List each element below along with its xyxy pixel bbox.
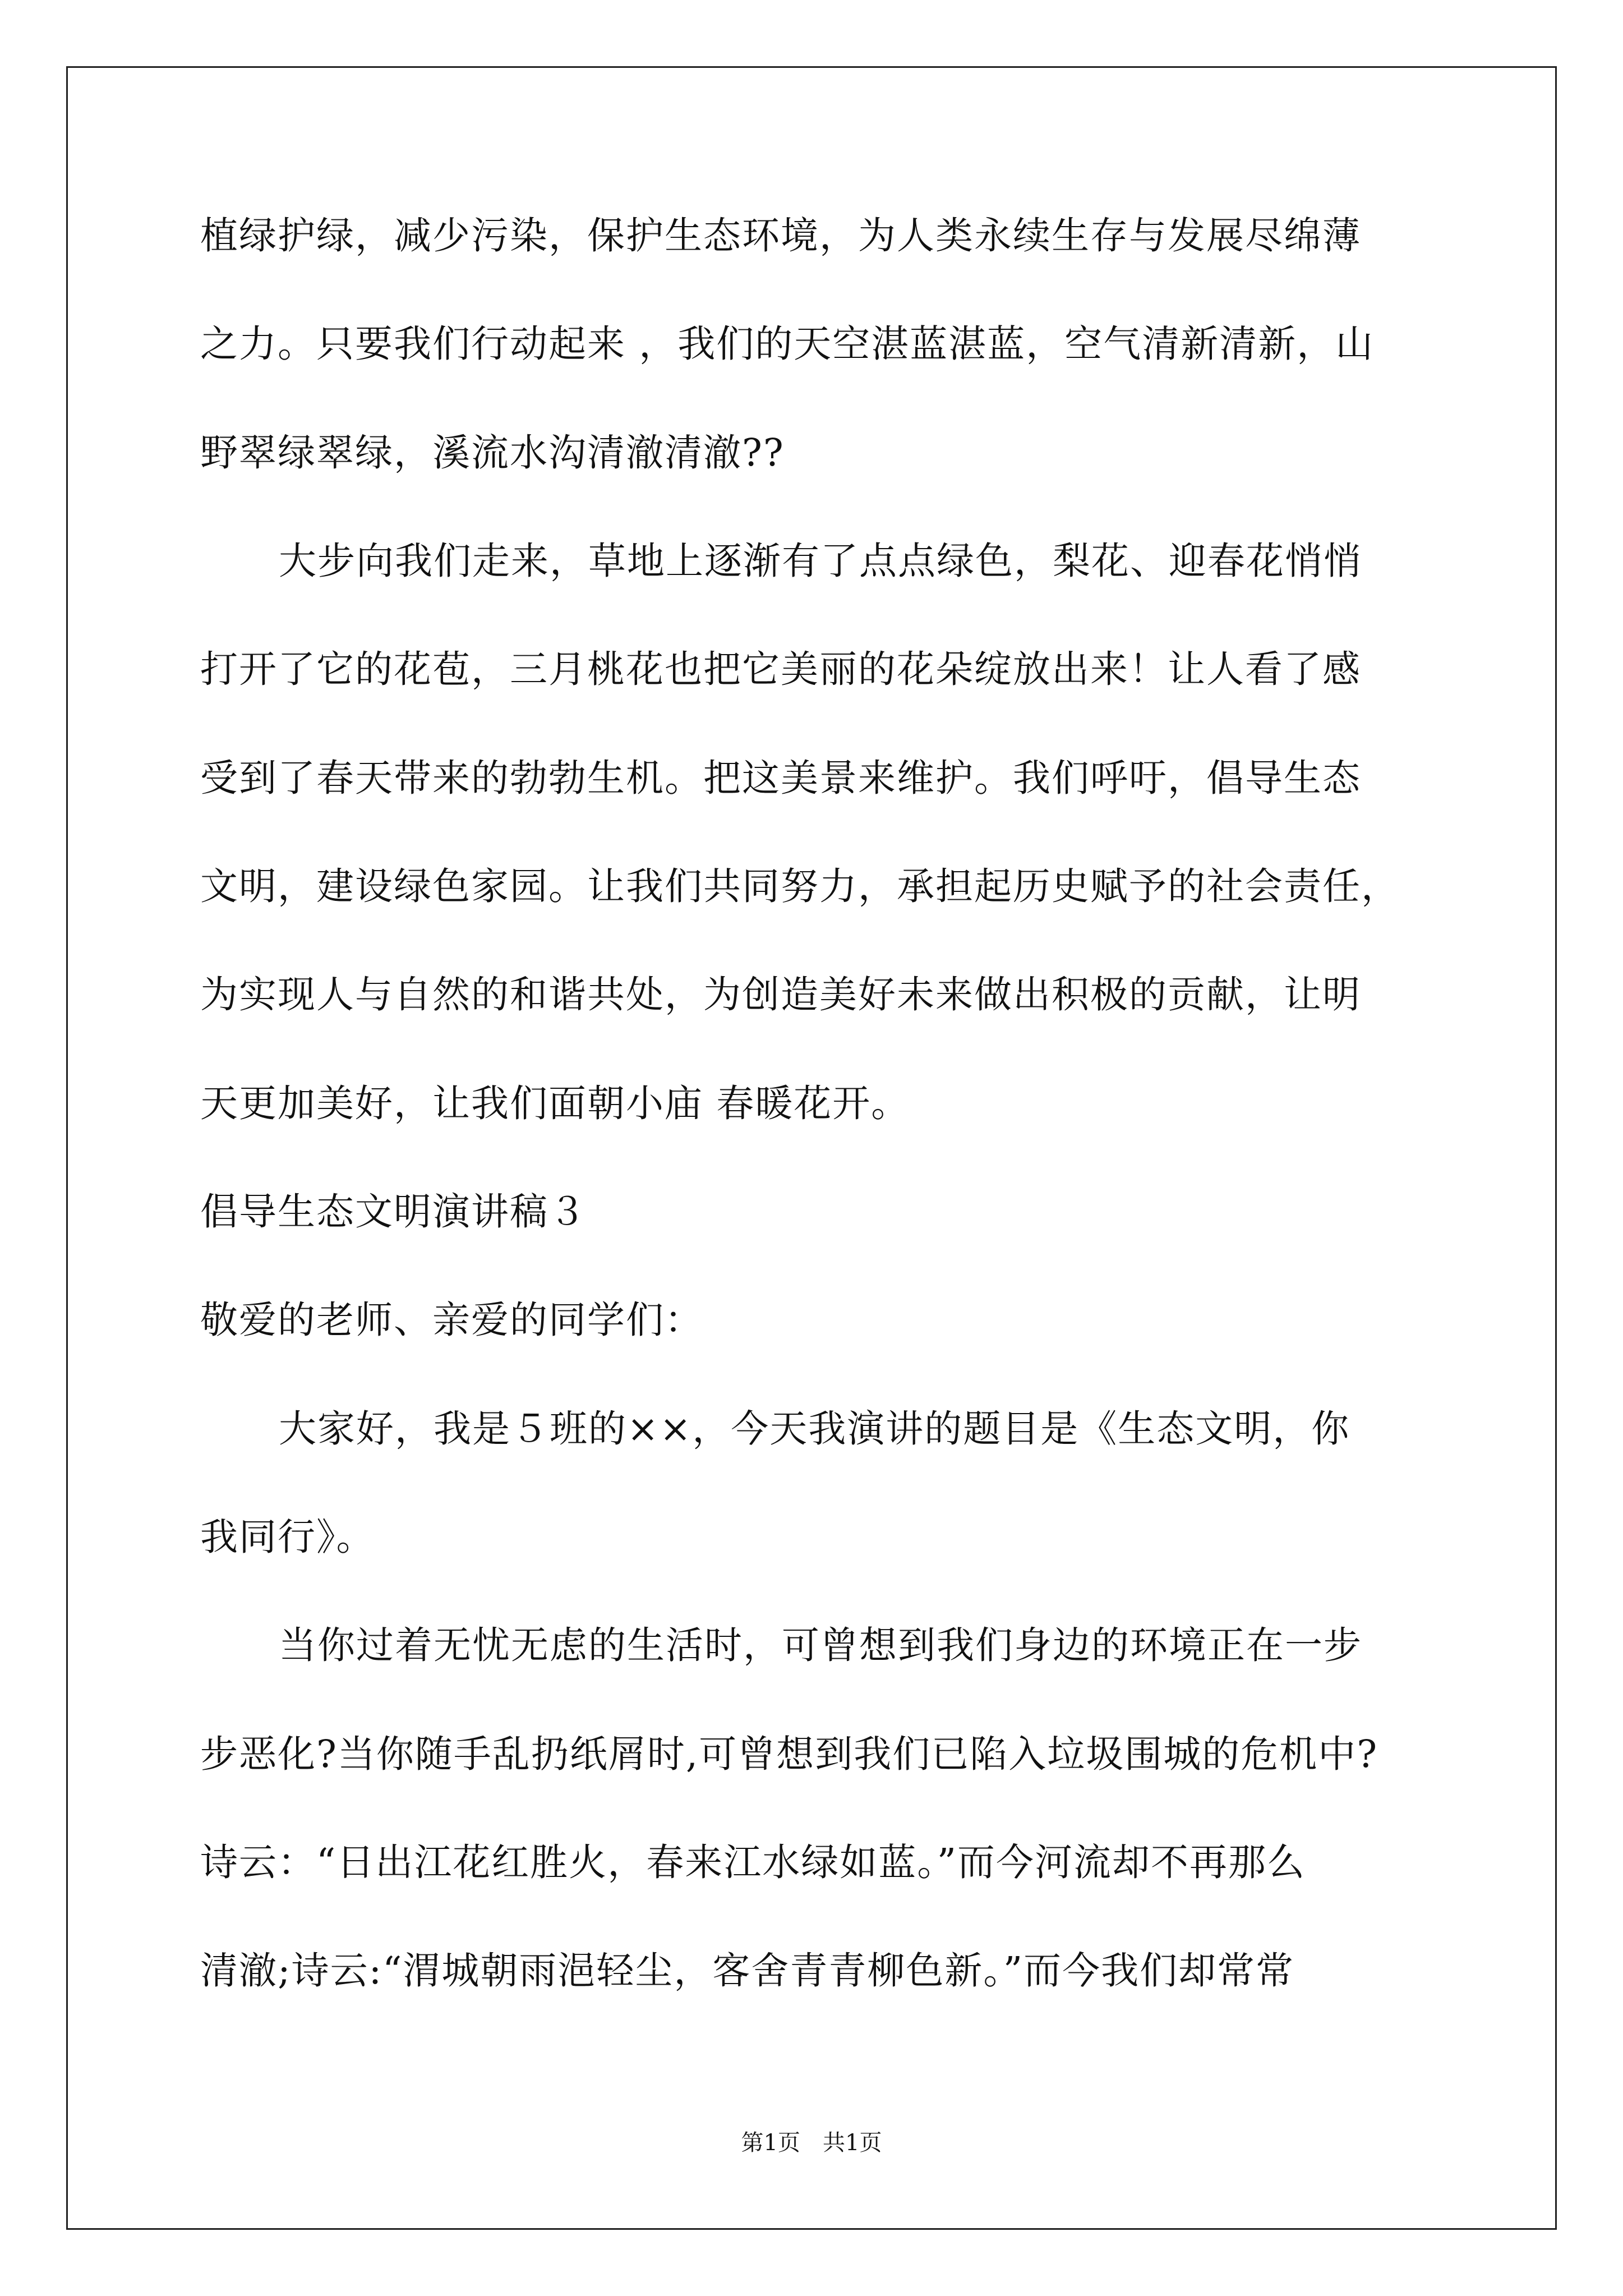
- salutation: 敬爱的老师、亲爱的同学们：: [200, 1298, 703, 1342]
- text-line: 我同行》。: [200, 1515, 375, 1559]
- text-line: 诗云：“日出江花红胜火，春来江水绿如蓝。”而今河流却不再那么: [200, 1841, 1306, 1884]
- text-line: 为实现人与自然的和谐共处，为创造美好未来做出积极的贡献，让明: [200, 973, 1361, 1016]
- text-line: 受到了春天带来的勃勃生机。把这美景来维护。我们呼吁，倡导生态: [200, 756, 1361, 800]
- text-line: 之力。只要我们行动起来 ，我们的天空湛蓝湛蓝，空气清新清新，山: [200, 322, 1375, 366]
- text-line: 野翠绿翠绿，溪流水沟清澈清澈??: [200, 431, 785, 475]
- text-line: 清澈;诗云:“渭城朝雨浥轻尘，客舍青青柳色新。”而今我们却常常: [200, 1949, 1295, 1993]
- text-line: 大家好，我是５班的××，今天我演讲的题目是《生态文明，你: [279, 1407, 1350, 1451]
- text-line: 文明，建设绿色家园。让我们共同努力，承担起历史赋予的社会责任，: [200, 864, 1400, 908]
- text-line: 大步向我们走来，草地上逐渐有了点点绿色，梨花、迎春花悄悄: [279, 539, 1362, 583]
- text-line: 天更加美好，让我们面朝小庙 春暖花开。: [200, 1082, 910, 1125]
- text-line: 当你过着无忧无虑的生活时，可曾想到我们身边的环境正在一步: [279, 1623, 1362, 1667]
- section-heading: 倡导生态文明演讲稿３: [200, 1190, 587, 1234]
- text-line: 植绿护绿，减少污染，保护生态环境，为人类永续生存与发展尽绵薄: [200, 214, 1361, 257]
- page-number-footer: 第1页 共1页: [741, 2130, 882, 2156]
- page-frame: [66, 66, 1557, 2230]
- text-line: 步恶化?当你随手乱扔纸屑时,可曾想到我们已陷入垃圾围城的危机中?: [200, 1732, 1378, 1776]
- text-line: 打开了它的花苞，三月桃花也把它美丽的花朵绽放出来！让人看了感: [200, 647, 1361, 691]
